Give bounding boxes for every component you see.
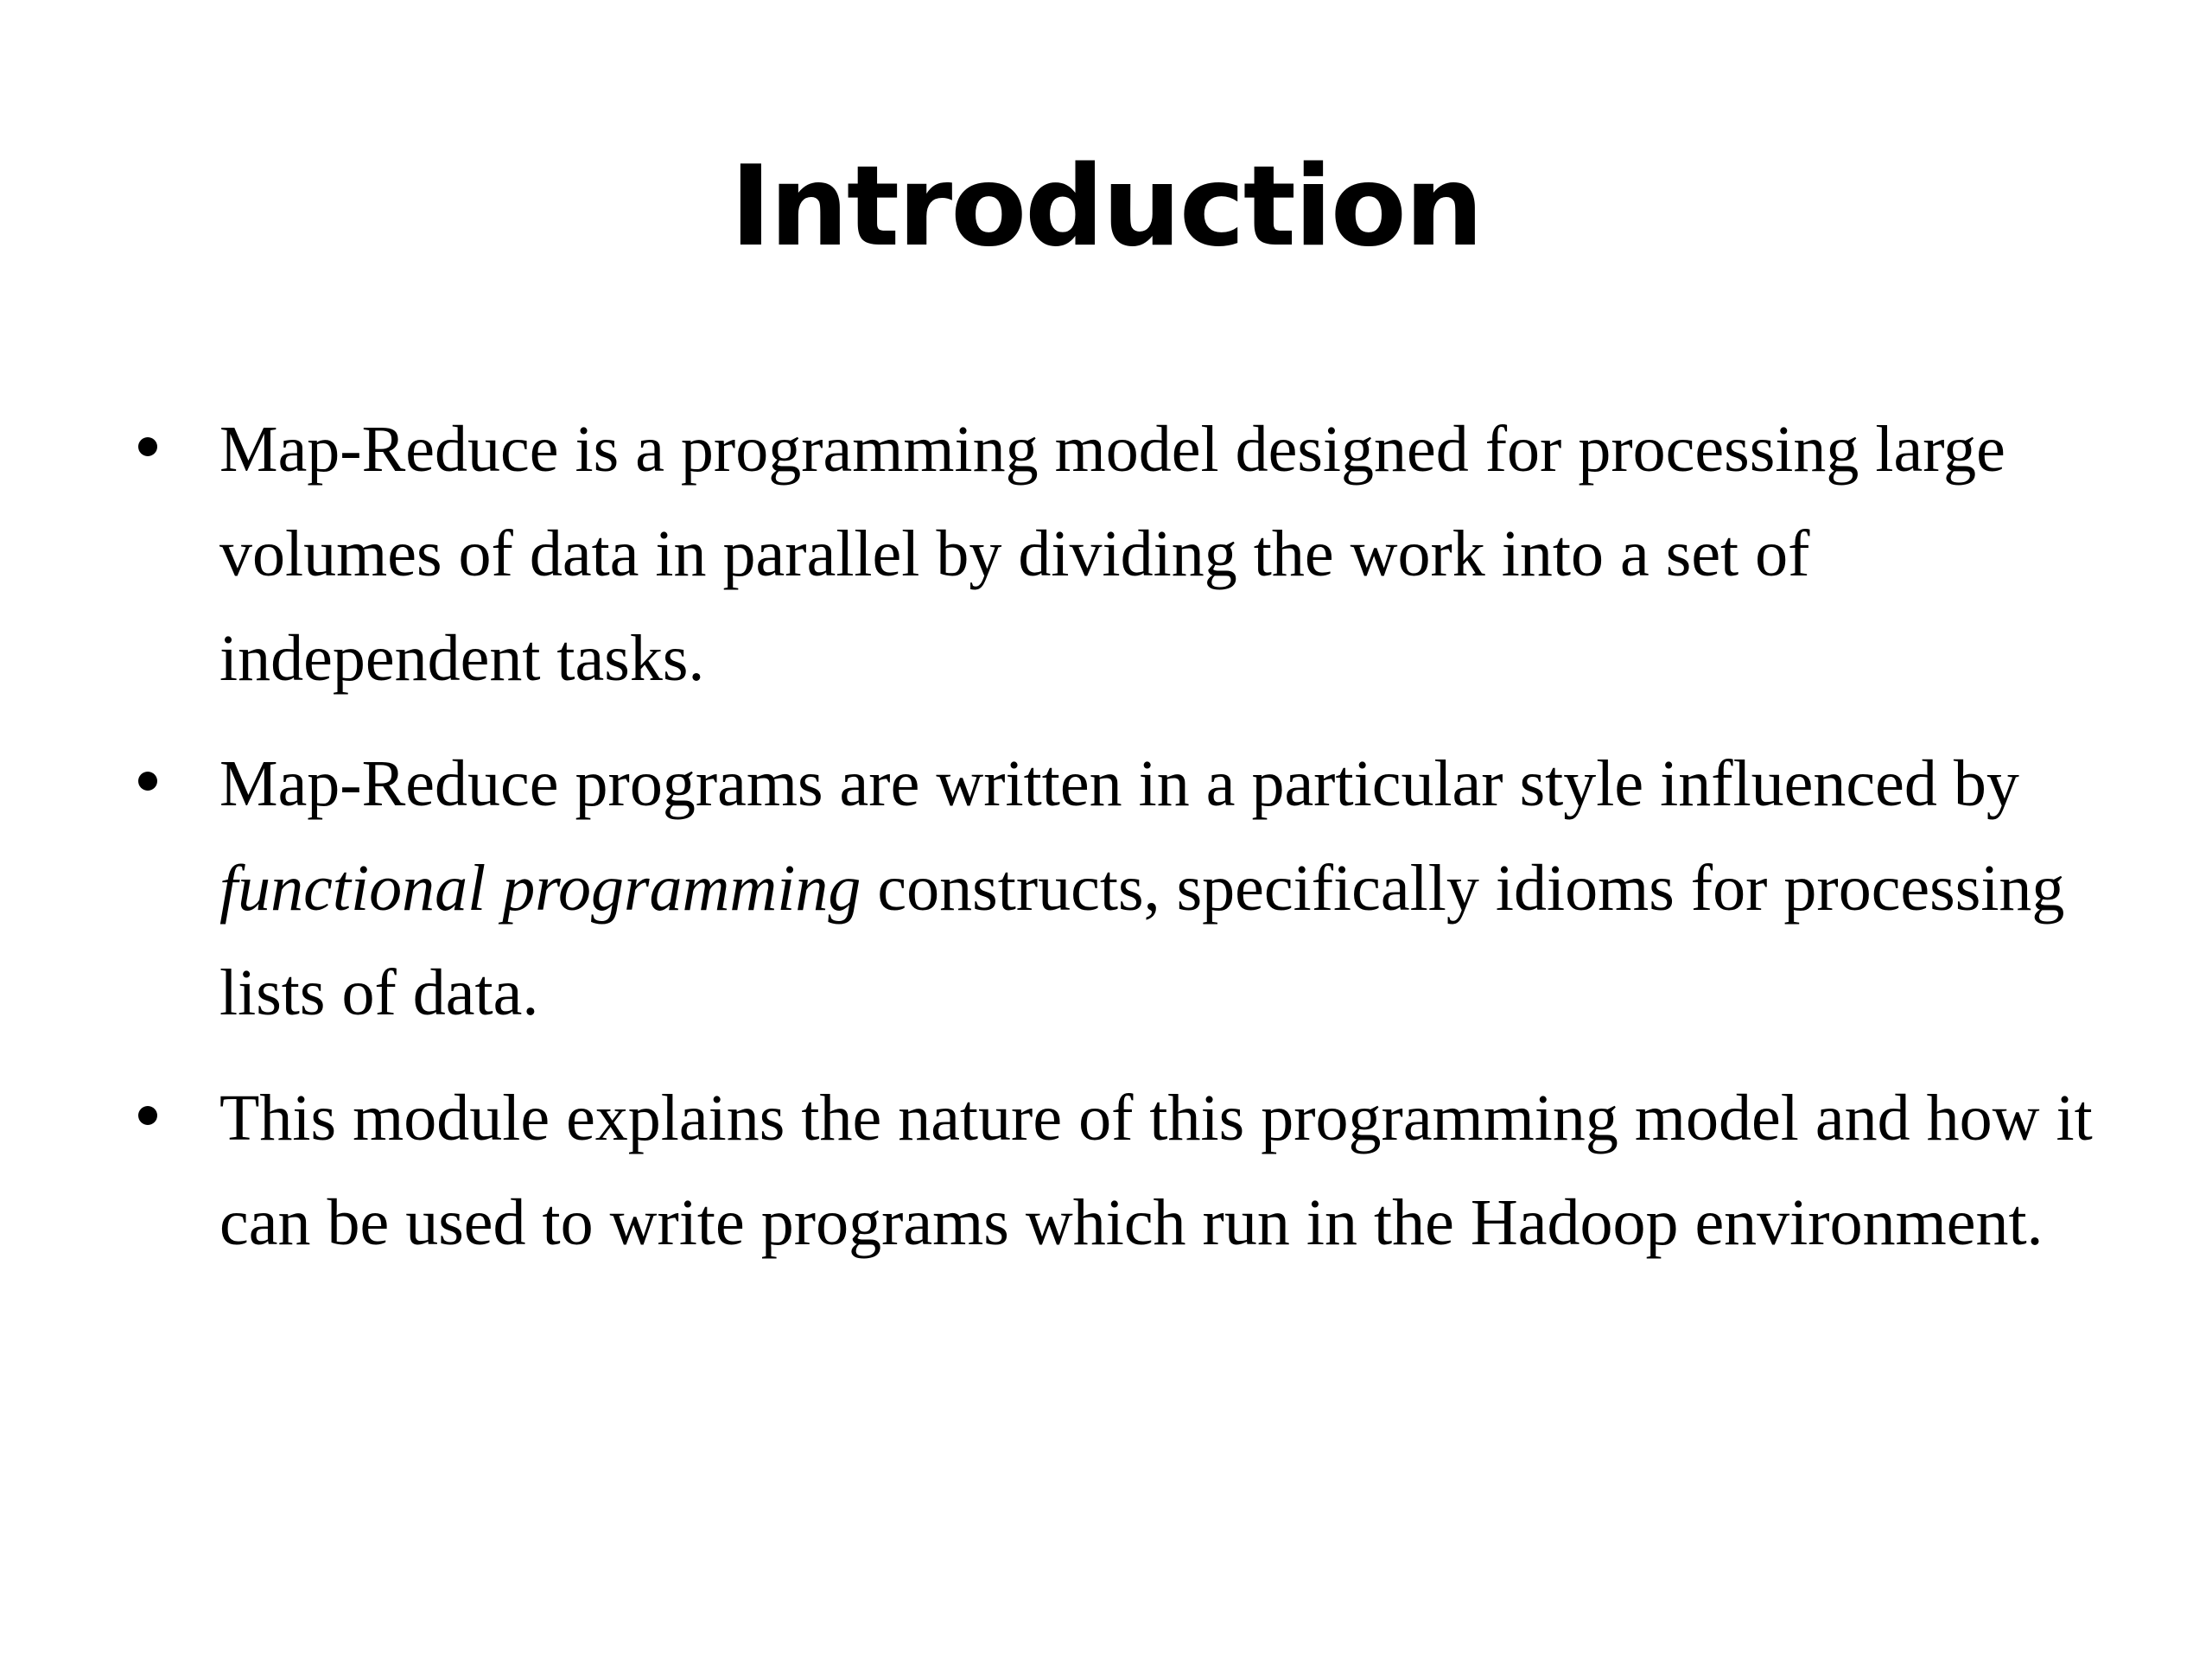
bullet-item-2 (130, 732, 2117, 1046)
bullet-icon (138, 1106, 157, 1125)
bullet-item-3 (130, 1066, 2117, 1275)
bullet-icon (138, 772, 157, 791)
bullet-text-emphasis: functional programming (219, 852, 861, 925)
bullet-item-1 (130, 397, 2117, 711)
bullet-text-post: constructs, specifically idioms for processing lists of data. (219, 852, 2065, 1029)
bullet-text: This module explains the nature of this programming model and how it can be used to write programs which run in the Hadoop environment. (219, 1082, 2093, 1259)
bullet-list (130, 397, 2117, 1296)
bullet-icon (138, 437, 157, 456)
slide-title: Introduction (730, 143, 1482, 271)
bullet-text: Map-Reduce is a programming model designed for processing large volumes of data in parallel by dividing the work into a set of independent tasks. (219, 413, 2005, 695)
bullet-text-pre: Map-Reduce programs are written in a particular style influenced by (219, 747, 2019, 820)
